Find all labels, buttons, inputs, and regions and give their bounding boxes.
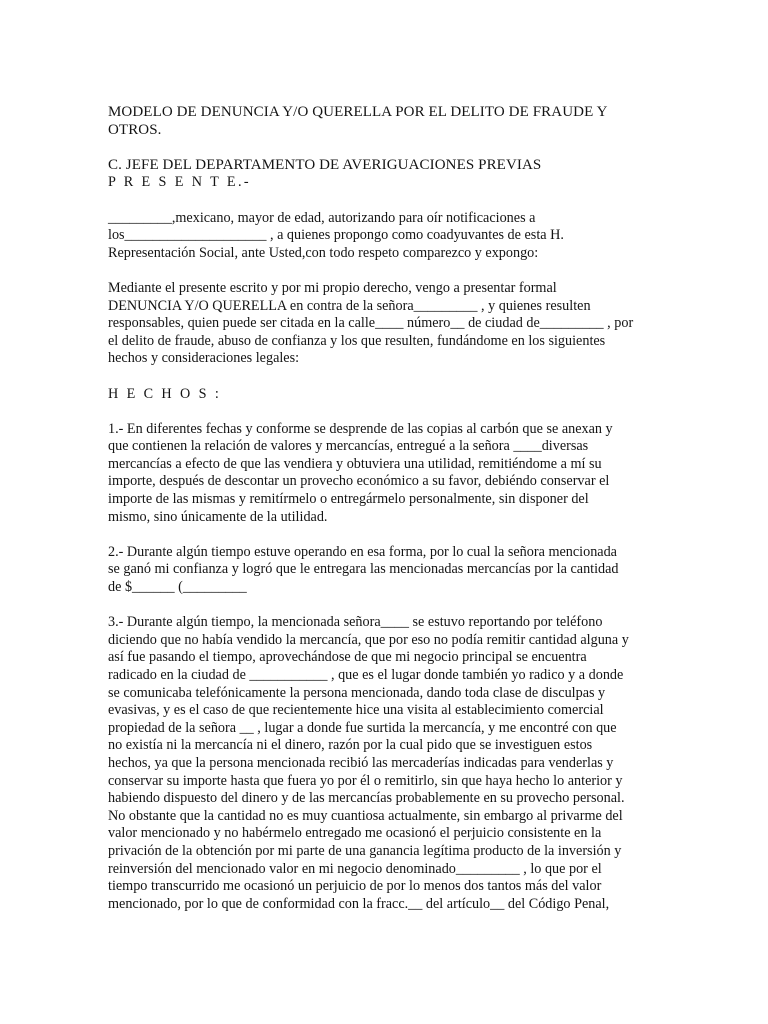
paragraph-line: mencionado, por lo que de conformidad con la fracc.__ del artículo__ del Código Penal, <box>108 895 610 912</box>
paragraph-line: valor mencionado y no habérmelo entregado me ocasionó el perjuicio consistente en la <box>108 825 602 842</box>
paragraph-line: importe de las mismas y remitírmelo o entregármelo personalmente, sin disponer del <box>108 491 589 508</box>
paragraph-line: 2.- Durante algún tiempo estuve operando en esa forma, por lo cual la señora mencionada <box>108 543 617 560</box>
paragraph-line: privación de la obtención por mi parte de una ganancia legítima producto de la inversión y <box>108 842 622 859</box>
paragraph-line: propiedad de la señora __ , lugar a donde fue surtida la mercancía, y me encontré con que <box>108 719 617 736</box>
paragraph-line: los____________________ , a quienes propongo como coadyuvantes de esta H. <box>108 227 564 244</box>
paragraph-line: responsables, quien puede ser citada en la calle____ número__ de ciudad de_________ , por <box>108 315 634 332</box>
paragraph-line: DENUNCIA Y/O QUERELLA en contra de la señora_________ , y quienes resulten <box>108 297 591 314</box>
paragraph-line: Mediante el presente escrito y por mi propio derecho, vengo a presentar formal <box>108 279 557 296</box>
paragraph-line: diciendo que no había vendido la mercancía, que por eso no podía remitir cantidad alguna y <box>108 631 629 648</box>
addressee-block <box>108 157 668 192</box>
paragraph-line: no existía ni la mercancía ni el dinero, razón por la cual pido que se investiguen estos <box>108 737 593 754</box>
document-page <box>108 104 668 931</box>
paragraph-line: tiempo transcurrido me ocasionó un perjuicio de por lo menos dos tantos más del valor <box>108 878 602 895</box>
title-line: OTROS. <box>108 121 162 138</box>
paragraph-line: evasivas, y es el caso de que recientemente hice una visita al establecimiento comercial <box>108 702 604 719</box>
hecho-1-paragraph <box>108 421 668 527</box>
hechos-heading <box>108 386 668 404</box>
title-line: MODELO DE DENUNCIA Y/O QUERELLA POR EL DELITO DE FRAUDE Y <box>108 104 608 120</box>
paragraph-line: mercancías a efecto de que las vendiera y obtuviera una utilidad, remitiéndome a mí su <box>108 455 602 472</box>
paragraph-line: mismo, sino únicamente de la utilidad. <box>108 508 328 525</box>
paragraph-line: se comunicaba telefónicamente la persona mencionada, dando toda clase de disculpas y <box>108 684 606 701</box>
paragraph-line: hechos y consideraciones legales: <box>108 350 300 367</box>
paragraph-line: el delito de fraude, abuso de confianza y los que resulten, fundándome en los siguientes <box>108 332 606 349</box>
hecho-3-paragraph <box>108 614 668 913</box>
hechos-heading-text: H E C H O S : <box>108 385 222 402</box>
addressee: C. JEFE DEL DEPARTAMENTO DE AVERIGUACIONES PREVIAS <box>108 156 542 173</box>
paragraph-line: radicado en la ciudad de ___________ , que es el lugar donde también yo radico y a donde <box>108 667 624 683</box>
paragraph-line: se ganó mi confianza y logró que le entregara las mencionadas mercancías por la cantidad <box>108 561 619 578</box>
paragraph-line: 3.- Durante algún tiempo, la mencionada señora____ se estuvo reportando por teléfono <box>108 614 603 631</box>
paragraph-line: habiendo dispuesto del dinero y de las mercancías probablemente en su provecho personal. <box>108 790 625 807</box>
paragraph-line: Representación Social, ante Usted,con todo respeto comparezco y expongo: <box>108 244 539 261</box>
presente-label: P R E S E N T E.- <box>108 174 252 191</box>
denuncia-paragraph <box>108 280 668 368</box>
paragraph-line: reinversión del mencionado valor en mi negocio denominado_________ , lo que por el <box>108 860 602 877</box>
paragraph-line: 1.- En diferentes fechas y conforme se desprende de las copias al carbón que se anexan y <box>108 420 613 437</box>
paragraph-line: conservar su importe hasta que fuera yo por él o remitirlo, sin que haya hecho lo anterior y <box>108 772 623 789</box>
paragraph-line: _________,mexicano, mayor de edad, autorizando para oír notificaciones a <box>108 209 536 226</box>
paragraph-line: de $______ (_________ <box>108 579 247 596</box>
intro-paragraph <box>108 210 668 263</box>
paragraph-line: así fue pasando el tiempo, aprovechándose de que mi negocio principal se encuentra <box>108 649 587 666</box>
paragraph-line: que contienen la relación de valores y mercancías, entregué a la señora ____diversas <box>108 438 589 455</box>
hecho-2-paragraph <box>108 544 668 597</box>
paragraph-line: importe, después de descontar un provecho económico a su favor, debiéndo conservar el <box>108 473 610 490</box>
document-title <box>108 104 668 139</box>
paragraph-line: No obstante que la cantidad no es muy cuantiosa actualmente, sin embargo al privarme del <box>108 807 623 824</box>
paragraph-line: hechos, ya que la persona mencionada recibió las mercaderías indicadas para venderlas y <box>108 754 614 771</box>
